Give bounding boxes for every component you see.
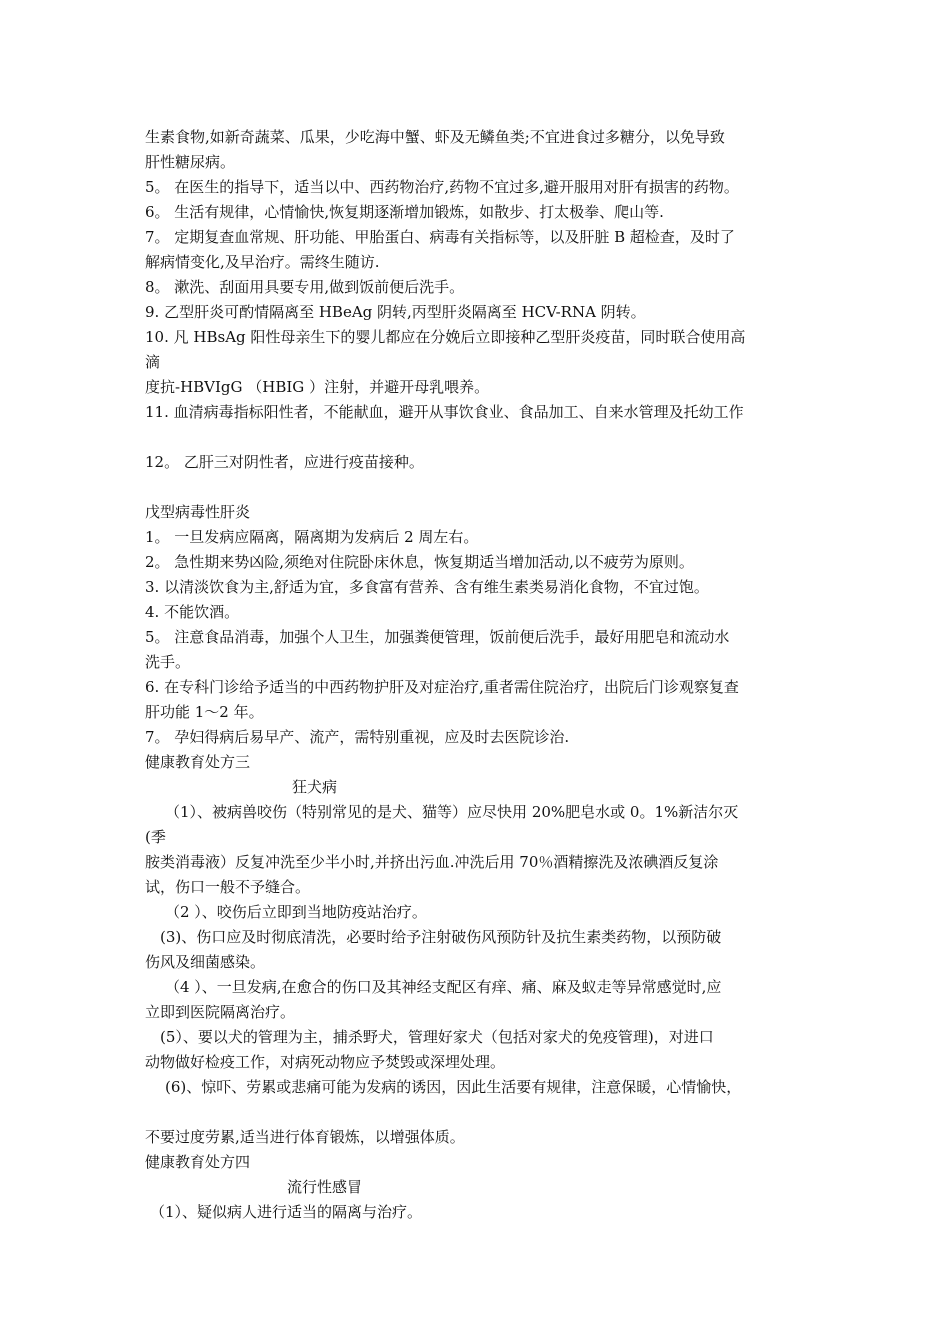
section-title: 狂犬病 (292, 778, 338, 796)
section-title: 流行性感冒 (287, 1178, 363, 1196)
text-line: 胺类消毒液）反复冲洗至少半小时,并挤出污血.冲洗后用 70％酒精擦洗及浓碘酒反复涂 (145, 853, 719, 871)
list-item: 4. 不能饮酒。 (145, 603, 240, 621)
text-line: 滴 (145, 353, 161, 371)
text-line: 洗手。 (145, 653, 191, 671)
list-item: 8。 漱洗、刮面用具要专用,做到饭前便后洗手。 (145, 278, 465, 296)
list-item: 1。 一旦发病应隔离，隔离期为发病后 2 周左右。 (145, 528, 479, 546)
text-line: 立即到医院隔离治疗。 (145, 1003, 296, 1021)
text-line: 伤风及细菌感染。 (145, 953, 266, 971)
list-item: 6。 生活有规律，心情愉快,恢复期逐渐增加锻炼，如散步、打太极拳、爬山等. (145, 203, 664, 221)
list-item: 6. 在专科门诊给予适当的中西药物护肝及对症治疗,重者需住院治疗，出院后门诊观察复查 (145, 678, 739, 696)
list-item: 7。 定期复查血常规、肝功能、甲胎蛋白、病毒有关指标等，以及肝脏 B 超检查，及时了 (145, 228, 735, 246)
list-item: (6)、惊吓、劳累或悲痛可能为发病的诱因，因此生活要有规律，注意保暖，心情愉快， (165, 1078, 742, 1096)
text-line: 度抗-HBVIgG （HBIG ）注射，并避开母乳喂养。 (145, 378, 490, 396)
text-line: 解病情变化,及早治疗。需终生随访. (145, 253, 380, 271)
text-line: 生素食物,如新奇蔬菜、瓜果，少吃海中蟹、虾及无鳞鱼类;不宜进食过多糖分，以免导致 (145, 128, 725, 146)
list-item: （4 ）、一旦发病,在愈合的伤口及其神经支配区有痒、痛、麻及蚁走等异常感觉时,应 (165, 978, 722, 996)
text-line: 动物做好检疫工作，对病死动物应予焚毁或深埋处理。 (145, 1053, 506, 1071)
list-item: 3. 以清淡饮食为主,舒适为宜，多食富有营养、含有维生素类易消化食物，不宜过饱。 (145, 578, 709, 596)
list-item: 12。 乙肝三对阴性者，应进行疫苗接种。 (145, 453, 424, 471)
list-item: (5）、要以犬的管理为主，捕杀野犬，管理好家犬（包括对家犬的免疫管理)，对进口 (160, 1028, 714, 1046)
list-item: （1）、被病兽咬伤（特别常见的是犬、猫等）应尽快用 20%肥皂水或 0。1%新洁尔灭 (165, 803, 739, 821)
section-heading: 健康教育处方三 (145, 753, 251, 771)
list-item: 10. 凡 HBsAg 阳性母亲生下的婴儿都应在分娩后立即接种乙型肝炎疫苗，同时联合使用高 (145, 328, 746, 346)
text-line: 肝功能 1～2 年。 (145, 703, 264, 721)
text-line: (季 (145, 828, 166, 846)
list-item: 11. 血清病毒指标阳性者，不能献血，避开从事饮食业、食品加工、自来水管理及托幼工作 (145, 403, 744, 421)
text-line: 不要过度劳累,适当进行体育锻炼，以增强体质。 (145, 1128, 465, 1146)
list-item: 5。 注意食品消毒，加强个人卫生，加强粪便管理，饭前便后洗手，最好用肥皂和流动水 (145, 628, 730, 646)
list-item: (3)、伤口应及时彻底清洗，必要时给予注射破伤风预防针及抗生素类药物，以预防破 (160, 928, 722, 946)
list-item: 2。 急性期来势凶险,须绝对住院卧床休息，恢复期适当增加活动,以不疲劳为原则。 (145, 553, 694, 571)
list-item: 9. 乙型肝炎可酌情隔离至 HBeAg 阴转,丙型肝炎隔离至 HCV-RNA 阴转。 (145, 303, 646, 321)
text-line: 肝性糖尿病。 (145, 153, 236, 171)
text-line: 试，伤口一般不予缝合。 (145, 878, 311, 896)
list-item: （2 ）、咬伤后立即到当地防疫站治疗。 (165, 903, 427, 921)
list-item: 5。 在医生的指导下，适当以中、西药物治疗,药物不宜过多,避开服用对肝有损害的药物。 (145, 178, 739, 196)
list-item: 7。 孕妇得病后易早产、流产，需特别重视，应及时去医院诊治. (145, 728, 570, 746)
section-title: 戊型病毒性肝炎 (145, 503, 251, 521)
section-heading: 健康教育处方四 (145, 1153, 251, 1171)
list-item: （1）、疑似病人进行适当的隔离与治疗。 (150, 1203, 423, 1221)
